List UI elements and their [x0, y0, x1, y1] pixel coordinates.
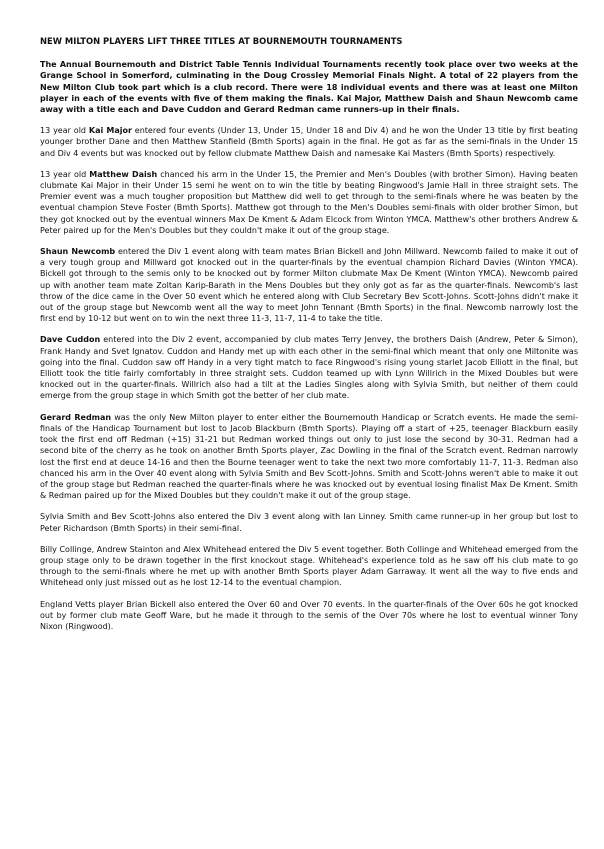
paragraph-text: entered the Div 1 event along with team mates Brian Bickell and John Millward. Newcomb failed to make it out of a very tough group and Millward got knocked out in the quarter-finals by the eventual champion Richard Davies (Winton YMCA). Bickell got through to the semis only to be knocked out by former Milton clubmate Max De Kment (Winton YMCA). Newcomb paired up with another team mate Zoltan Karip-Barath in the Mens Doubles but they only got as far as the quarter-finals. Newcomb's last throw of the dice came in the Over 50 event which he entered along with Club Secretary Bev Scott-Johns. Scott-Johns didn't make it out of the group stage but Newcomb went all the way to meet John Tennant (Bmth Sports) in the final. Newcomb narrowly lost the first end by 10-12 but went on to win the next three 11-3, 11-7, 11-4 to take the title. — [40, 247, 579, 324]
paragraph-lead: Billy Collinge, Andrew Stainton and Alex Whitehead entered the Div 5 event together. Both Collinge and Whitehead emerged from the group stage only to be drawn together in the first knockout stage. Whitehead's experience told as he saw off his club mate to go through to the semi-finals where he met up with another Bmth Sports player Adam Garraway. It went all the way to five ends and Whitehead only just missed out as he lost 12-14 to the eventual champion. — [40, 544, 578, 588]
paragraph-text: was the only New Milton player to enter either the Bournemouth Handicap or Scratch events. He made the semi-finals of the Handicap Tournament but lost to Jacob Blackburn (Bmth Sports). Playing off a start of +25, teenager Blackburn easily took the first end off Redman (+15) 31-21 but Redman worked things out only to just lose the second by 30-31. Redman had a second bite of the cherry as he took on another Bmth Sports player, Zac Dowling in the final of the Scratch event. Redman narrowly lost the first end at deuce 14-16 and then the Bourne teenager went to take the next two more comfortably 11-7, 11-3. Redman also chanced his arm in the Over 40 event along with Sylvia Smith and Bev Scott-Johns. Smith and Scott-Johns weren't able to make it out of the group stage but Redman reached the quarter-finals where he was knocked out by eventual losing finalist Max De Kment. Smith & Redman paired up for the Mixed Doubles but they couldn't make it out of the group stage. — [40, 412, 578, 501]
paragraph-vets — [40, 599, 578, 633]
paragraph-kai-major — [40, 125, 578, 159]
paragraph-lead: 13 year old — [40, 126, 89, 136]
player-name: Gerard Redman — [40, 412, 112, 422]
paragraph-matthew-daish — [40, 169, 578, 236]
player-name: Matthew Daish — [89, 169, 158, 179]
paragraph-text: chanced his arm in the Under 15, the Premier and Men's Doubles (with brother Simon). Having beaten clubmate Kai Major in their Under 15 semi he went on to win the title by beating Ringwood's Jamie Hall in three straight sets. The Premier event was a much tougher proposition but Matthew did well to get through to the semi-finals where he was beaten by the eventual champion Steve Foster (Bmth Sports). Matthew got through to the Men's Doubles semi-finals with older brother Simon, but they got knocked out by the eventual winners Max De Kment & Adam Elcock from Winton YMCA. Matthew's other brothers Andrew & Peter paired up for the Men's Doubles but they couldn't make it out of the group stage. — [40, 169, 578, 235]
paragraph-dave-cuddon — [40, 334, 578, 401]
player-name: Shaun Newcomb — [40, 247, 116, 257]
paragraph-div3 — [40, 511, 578, 533]
paragraph-shaun-newcomb — [40, 246, 578, 324]
paragraph-gerard-redman — [40, 412, 578, 502]
paragraph-lead: 13 year old — [40, 169, 90, 179]
paragraph-lead: England Vetts player Brian Bickell also entered the Over 60 and Over 70 events. In the quarter-finals of the Over 60s he got knocked out by former club mate Geoff Ware, but he made it through to the semis of the Over 70s where he lost to eventual winner Tony Nixon (Ringwood). — [40, 599, 578, 631]
article-title: NEW MILTON PLAYERS LIFT THREE TITLES AT BOURNEMOUTH TOURNAMENTS — [40, 36, 403, 46]
paragraph-text: entered four events (Under 13, Under 15, Under 18 and Div 4) and he won the Under 13 title by first beating younger brother Dane and then Matthew Stanfield (Bmth Sports) again in the final. He got as far as the semi-finals in the Under 15 and Div 4 events but was knocked out by fellow clubmate Matthew Daish and namesake Kai Masters (Bmth Sports) respectively. — [40, 126, 578, 158]
paragraph-text: entered into the Div 2 event, accompanied by club mates Terry Jenvey, the brothers Daish (Andrew, Peter & Simon), Frank Handy and Svet Ignatov. Cuddon and Handy met up with each other in the semi-final which meant that only one Miltonite was going into the final. Cuddon saw off Handy in a very tight match to face Ringwood's rising young starlet Jacob Elliott in the final, but Elliott took the title fairly comfortably in three straight sets. Cuddon teamed up with Lynn Willrich in the Mixed Doubles but were knocked out in the quarter-finals. Willrich also had a tilt at the Ladies Singles along with Sylvia Smith, but neither of them could emerge from the group stage in which Smith got the better of her club mate. — [40, 335, 578, 401]
article-intro: The Annual Bournemouth and District Table Tennis Individual Tournaments recently took place over two weeks at the Grange School in Somerford, culminating in the Doug Crossley Memorial Finals Night. A total of 22 players from the New Milton Club took part which is a club record. There were 18 individual events and there was at least one Milton player in each of the events with five of them making the finals. Kai Major, Matthew Daish and Shaun Newcomb came away with a title each and Dave Cuddon and Gerard Redman came runners-up in their finals. — [40, 60, 578, 115]
paragraph-lead: Sylvia Smith and Bev Scott-Johns also entered the Div 3 event along with Ian Linney. Smith came runner-up in her group but lost to Peter Richardson (Bmth Sports) in their semi-final. — [40, 512, 578, 533]
paragraph-div5 — [40, 544, 578, 589]
player-name: Kai Major — [88, 126, 132, 136]
player-name: Dave Cuddon — [40, 335, 101, 345]
